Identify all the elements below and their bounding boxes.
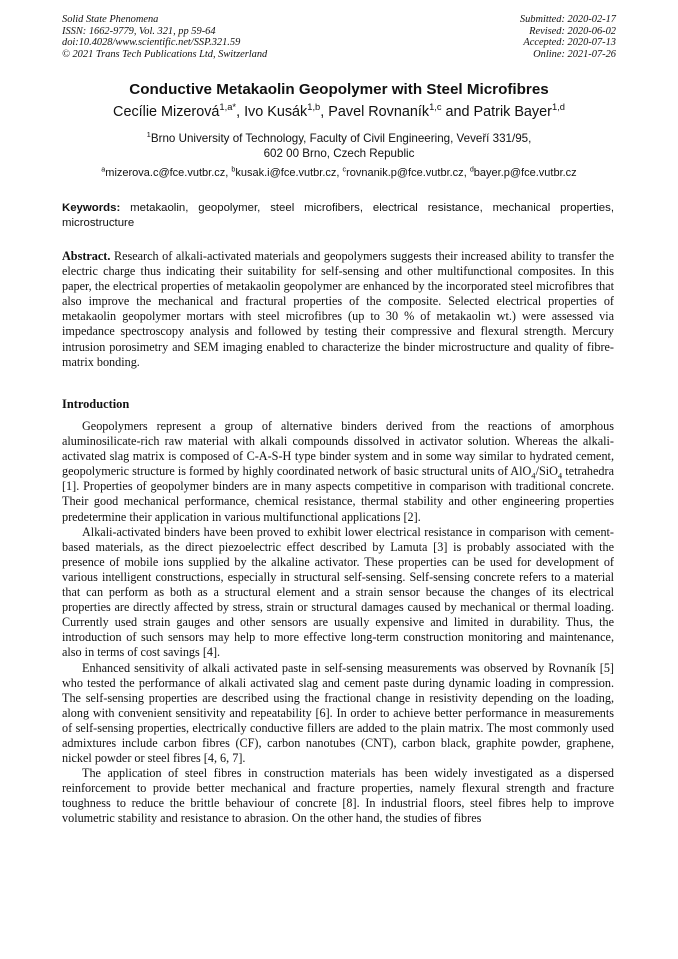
author-separator: , [236,104,245,120]
subscript: 4 [531,470,536,481]
paragraph: Alkali-activated binders have been proved to exhibit lower electrical resistance in comparison with cement-based materials, as the direct piezoelectric effect described by Lamuta [3] is probably associated with the presence of mobile ions supplied by the alkaline activator. These properties can be used for development of various intelligent constructions, especially in structural self-sensing. Self-sensing concrete refers to a material that can perform as both as a structural element and a strain sensor because the changes of its electrical properties are directly affected by stress, strain or structural damages caused by mechanical or thermal loading. Currently used strain gauges and other sensors are usually expensive and limited in durability. Thus, the introduction of such sensors may help to more effective long-term construction monitoring and maintenance, also in terms of cost savings [4]. [62,524,614,660]
email-separator: , [225,167,232,179]
issn-line: ISSN: 1662-9779, Vol. 321, pp 59-64 [62,25,216,37]
email-list [0,167,678,179]
affiliation-line-2: 602 00 Brno, Czech Republic [263,147,415,160]
email-marker: d [469,165,474,174]
author-name: Ivo Kusák [244,104,308,120]
abstract-label: Abstract. [62,249,111,263]
affiliation-marker: 1 [146,130,151,140]
doi-line: doi:10.4028/www.scientific.net/SSP.321.59 [62,37,241,49]
affiliation-line-1: Brno University of Technology, Faculty of Civil Engineering, Veveří 331/95, [150,132,532,145]
online-date: Online: 2021-07-26 [533,48,616,60]
abstract [62,249,614,370]
paragraph: The application of steel fibres in construction materials has been widely investigated as a dispersed reinforcement to provide better mechanical and fracture properties, namely flexural strength and fracture toughness to reduce the brittle behaviour of concrete [8]. In industrial floors, steel fibres help to improve volumetric stability and resistance to abrasion. On the other hand, the studies of fibres [62,766,614,826]
journal-name: Solid State Phenomena [62,14,159,25]
abstract-text: Research of alkali-activated materials and geopolymers suggests their increased ability to transfer the electric charge thus indicating their suitability for self-sensing and other multifunctional composites. In this paper, the electrical properties of metakaolin geopolymer are enhanced by the incorporated steel microfibres that also improve the mechanical and fractural properties of the composite. Selected electrical properties of metakaolin geopolymer mortars with steel microfibres (up to 30 % of metakaolin wt.) were assessed via impedance spectroscopy analysis and followed by testing their compressive and flexural strength. Mercury intrusion porosimetry and SEM imaging enabled to characterize the binder microstructure and quality of fibre-matrix bonding. [62,249,614,369]
email-link[interactable]: kusak.i@fce.vutbr.cz [235,167,337,179]
body-text [62,419,614,827]
subscript: 4 [557,470,563,481]
paragraph-text: Geopolymers represent a group of alternative binders derived from the reactions of amorphous aluminosilicate-rich raw material with alkali compounds dissolved in activator solution. Whereas the alkali-activated slag matrix is composed of C-A-S-H type binder system and in some way similar to hydrated cement, geopolymeric structure is formed by highly coordinated network of basic structural units of AlO [62,419,614,479]
keywords [62,201,614,231]
section-heading: Introduction [62,397,130,411]
author-name: Cecílie Mizerová [113,104,220,120]
email-link[interactable]: rovnanik.p@fce.vutbr.cz [346,167,464,179]
author-name: Pavel Rovnaník [328,104,430,120]
submitted-date: Submitted: 2020-02-17 [519,14,616,25]
keywords-text: metakaolin, geopolymer, steel microfibers, electrical resistance, mechanical properties, microstructure [62,202,614,229]
accepted-date: Accepted: 2020-07-13 [523,37,616,49]
submission-dates [520,14,616,60]
email-marker: b [231,165,236,174]
keywords-label: Keywords: [62,202,121,214]
affiliation [0,131,678,161]
paragraph [62,419,614,525]
author-affiliation-marker: 1,d [551,102,565,113]
copyright-line: © 2021 Trans Tech Publications Ltd, Switzerland [62,48,268,60]
paragraph-text: tetrahedra [1]. Properties of geopolymer binders are in many aspects competitive in comparison with traditional concrete. Their good mechanical performance, chemical resistance, thermal stability and other engineering properties predetermine their application in various multifunctional applications [2]. [62,464,614,524]
paper-title: Conductive Metakaolin Geopolymer with Steel Microfibres [129,81,549,98]
author-affiliation-marker: 1,b [307,102,321,113]
paragraph: Enhanced sensitivity of alkali activated paste in self-sensing measurements was observed by Rovnaník [5] who tested the performance of alkali activated slag and cement paste during dynamic loading in compression. The self-sensing properties are described using the fractional change in resistivity depending on the loading, along with convenient sensitivity and repeatability [6]. In order to achieve better performance in measurements of self-sensing properties, electrically conductive fillers are added to the plain matrix. The most commonly used admixtures include carbon fibres (CF), carbon nanotubes (CNT), carbon black, graphite powder, graphene, nickel powder or steel fibres [4, 6, 7]. [62,660,614,766]
author-affiliation-marker: 1,a* [219,102,237,113]
author-name: Patrik Bayer [473,104,552,120]
author-affiliation-marker: 1,c [429,102,442,113]
journal-info [62,14,267,60]
paragraph-text: /SiO [535,464,558,479]
email-link[interactable]: mizerova.c@fce.vutbr.cz [105,167,226,179]
email-link[interactable]: bayer.p@fce.vutbr.cz [473,167,577,179]
revised-date: Revised: 2020-06-02 [529,25,616,37]
email-marker: a [101,165,106,174]
author-separator: , [320,104,329,120]
author-separator: and [441,104,474,120]
author-list [0,104,678,120]
email-marker: c [342,165,347,174]
email-separator: , [463,167,470,179]
email-separator: , [336,167,343,179]
